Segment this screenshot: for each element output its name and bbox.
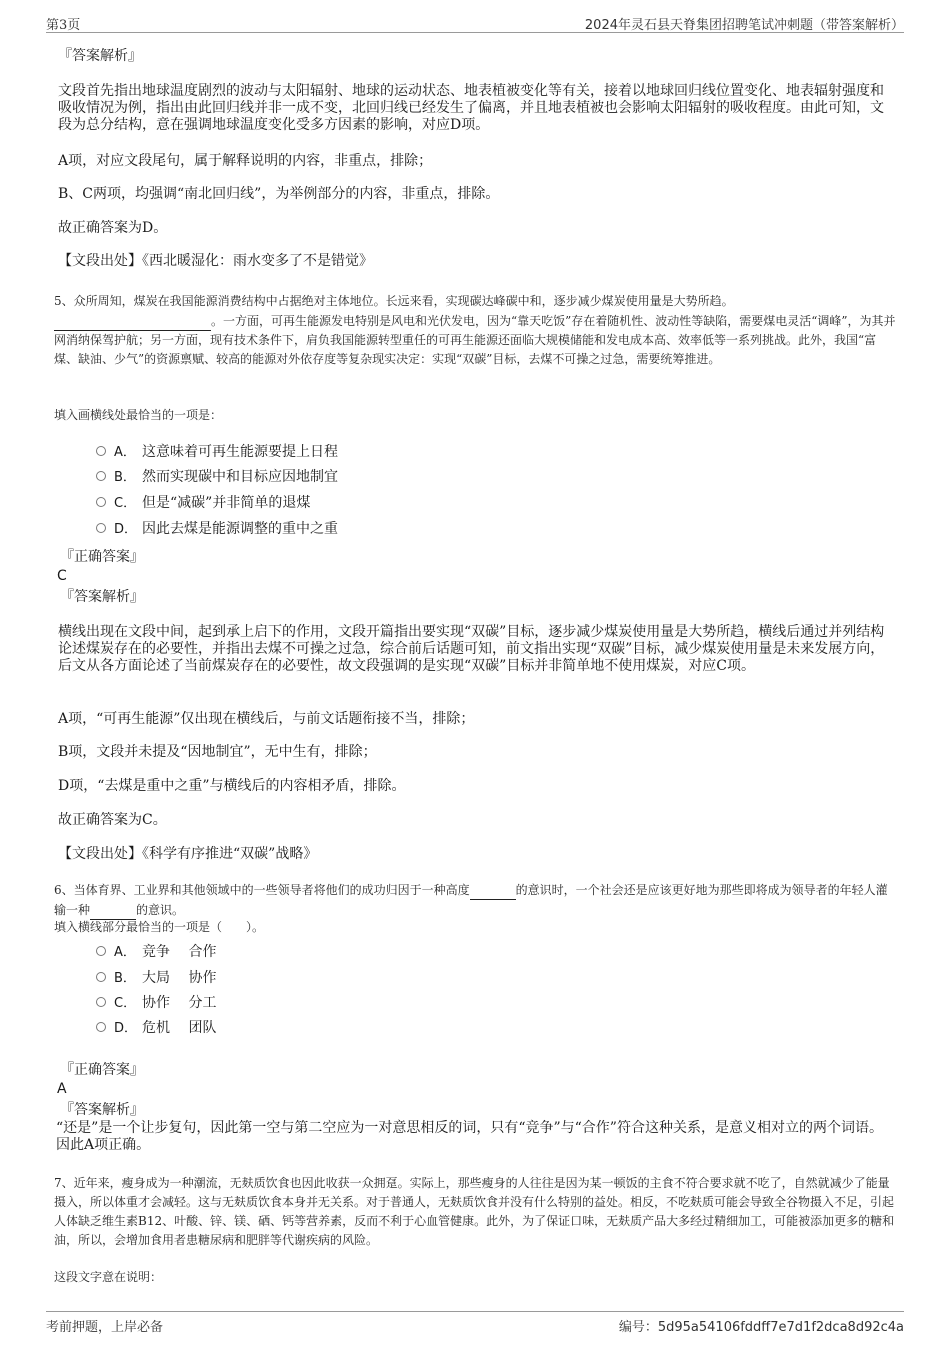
q4-source: 【文段出处】《西北暖湿化：雨水变多了不是错觉》	[58, 253, 373, 269]
q6-option-b[interactable]: B． 大局 协作	[96, 968, 216, 988]
q5-blank	[54, 311, 211, 331]
q5-stem-part1: 5、众所周知，煤炭在我国能源消费结构中占据绝对主体地位。长远来看，实现碳达峰碳中和，逐步减少煤炭使用量是大势所趋。	[54, 294, 734, 308]
q6-stem	[54, 880, 896, 920]
q5-option-b[interactable]: B． 然而实现碳中和目标应因地制宜	[96, 467, 338, 487]
radio-icon[interactable]	[96, 946, 106, 956]
q5-option-d[interactable]: D． 因此去煤是能源调整的重中之重	[96, 519, 338, 539]
q7-stem: 7、近年来，瘦身成为一种潮流，无麸质饮食也因此收获一众拥趸。实际上，那些瘦身的人往往是因为某一顿饭的主食不符合要求就不吃了，自然就减少了能量摄入，所以体重才会减轻。这与无麸质饮食本身并无关系。对于普通人，无麸质饮食并没有什么特别的益处。相反，不吃麸质可能会导致全谷物摄入不足，引起人体缺乏维生素B12、叶酸、锌、镁、硒、钙等营养素，反而不利于心血管健康。此外，为了保证口味，无麸质产品大多经过精细加工，可能被添加更多的糖和油，所以，会增加食用者患糖尿病和肥胖等代谢疾病的风险。	[54, 1176, 895, 1247]
q6-stem-part1: 6、当体育界、工业界和其他领域中的一些领导者将他们的成功归因于一种高度	[54, 883, 470, 897]
radio-icon[interactable]	[96, 1022, 106, 1032]
q6-prompt: 填入横线部分最恰当的一项是（ ）。	[54, 920, 265, 934]
q5-source: 【文段出处】《科学有序推进“双碳”战略》	[58, 846, 318, 862]
q6-option-a[interactable]: A． 竞争 合作	[96, 942, 216, 962]
radio-icon[interactable]	[96, 471, 106, 481]
radio-icon[interactable]	[96, 972, 106, 982]
document-title: 2024年灵石县天脊集团招聘笔试冲刺题（带答案解析）	[584, 18, 904, 33]
q6-analysis-text: “还是”是一个让步复句，因此第一空与第二空应为一对意思相反的词，只有“竞争”与“合作”符合这种关系，是意义相对立的两个词语。因此A项正确。	[56, 1120, 883, 1153]
q7-prompt: 这段文字意在说明：	[54, 1270, 163, 1284]
radio-icon[interactable]	[96, 446, 106, 456]
q4-note-a: A项，对应文段尾句，属于解释说明的内容，非重点，排除；	[58, 153, 433, 169]
page-header	[46, 12, 904, 33]
q6-option-c[interactable]: C． 协作 分工	[96, 993, 216, 1013]
q5-note-a: A项，“可再生能源”仅出现在横线后，与前文话题衔接不当，排除；	[58, 711, 475, 727]
q6-stem-part2: 的意识时，一个社会还是应该更好地为那些即将成为领导者的年轻人灌输一种	[54, 883, 888, 917]
page-number: 第3页	[46, 18, 81, 33]
footer-slogan: 考前押题，上岸必备	[46, 1320, 164, 1335]
q4-note-bc: B、C两项，均强调“南北回归线”，为举例部分的内容，非重点，排除。	[58, 186, 500, 202]
q5-analysis-label: 『答案解析』	[60, 589, 144, 605]
page-footer	[46, 1311, 904, 1334]
document-code: 编号：5d95a54106fddff7e7d1f2dca8d92c4a	[618, 1320, 904, 1335]
q6-option-d[interactable]: D． 危机 团队	[96, 1018, 216, 1038]
q5-note-b: B项，文段并未提及“因地制宜”，无中生有，排除；	[58, 744, 377, 760]
q6-blank-1	[470, 880, 516, 900]
q4-conclusion: 故正确答案为D。	[58, 220, 168, 236]
radio-icon[interactable]	[96, 523, 106, 533]
q5-option-a[interactable]: A． 这意味着可再生能源要提上日程	[96, 442, 338, 462]
q5-stem-part2: 。一方面，可再生能源发电特别是风电和光伏发电，因为“靠天吃饭”存在着随机性、波动性等缺陷，需要煤电灵活“调峰”，为其并网消纳保驾护航；另一方面，现有技术条件下，肩负我国能源转型重任的可再生能源还面临大规模储能和发电成本高、效率低等一系列挑战。此外，我国“富煤、缺油、少气”的资源禀赋、较高的能源对外依存度等复杂现实决定：实现“双碳”目标，去煤不可操之过急，需要统筹推进。	[54, 314, 896, 366]
radio-icon[interactable]	[96, 997, 106, 1007]
radio-icon[interactable]	[96, 497, 106, 507]
q4-analysis-label: 『答案解析』	[58, 48, 142, 64]
q5-prompt: 填入画横线处最恰当的一项是：	[54, 408, 223, 422]
q6-answer: A	[57, 1081, 67, 1097]
q5-option-c[interactable]: C． 但是“减碳”并非简单的退煤	[96, 493, 310, 513]
q5-conclusion: 故正确答案为C。	[58, 812, 167, 828]
q6-stem-part3: 的意识。	[136, 903, 185, 917]
q5-note-d: D项，“去煤是重中之重”与横线后的内容相矛盾，排除。	[58, 778, 406, 794]
q5-analysis-text: 横线出现在文段中间，起到承上启下的作用，文段开篇指出要实现“双碳”目标，逐步减少煤炭使用量是大势所趋，横线后通过并列结构论述煤炭存在的必要性，并指出去煤不可操之过急，综合前后话题可知，前文指出实现“双碳”目标，减少煤炭使用量是未来发展方向，后文从各方面论述了当前煤炭存在的必要性，故文段强调的是实现“双碳”目标并非简单地不使用煤炭，对应C项。	[58, 624, 885, 674]
q5-answer: C	[57, 568, 67, 584]
q6-analysis-label: 『答案解析』	[60, 1102, 144, 1118]
q6-answer-label: 『正确答案』	[60, 1062, 144, 1078]
q4-analysis-text: 文段首先指出地球温度剧烈的波动与太阳辐射、地球的运动状态、地表植被变化等有关，接着以地球回归线位置变化、地表辐射强度和吸收情况为例，指出由此回归线并非一成不变，北回归线已经发生了偏离，并且地表植被也会影响太阳辐射的吸收程度。由此可知，文段为总分结构，意在强调地球温度变化受多方因素的影响，对应D项。	[58, 83, 884, 133]
q5-answer-label: 『正确答案』	[60, 549, 144, 565]
q6-blank-2	[90, 900, 136, 920]
q5-stem	[54, 292, 896, 369]
